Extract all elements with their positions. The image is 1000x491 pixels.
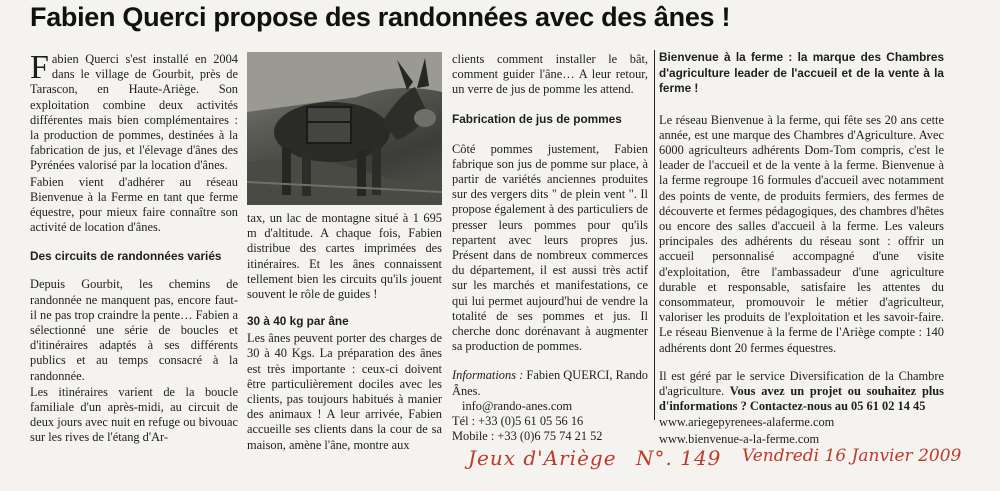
info-name: Fabien QUERCI, Rando Ânes. (452, 368, 648, 398)
paragraph-7: clients comment installer le bât, comment guider l'âne… A leur retour, un verre de jus de pomme les attend. (452, 52, 648, 97)
paragraph-3: Depuis Gourbit, les chemins de randonnée ne manquent pas, encore faut-il ne pas trop craindre la pente… Fabien a sélectionné une série de boucles et d'itinéraires adaptés à ses différents publics et au temps consacré à la randonnée. (30, 277, 238, 383)
subhead-jus: Fabrication de jus de pommes (452, 111, 622, 126)
handwritten-date: Vendredi 16 Janvier 2009 (742, 446, 962, 466)
box-title: Bienvenue à la ferme : la marque des Chambres d'agriculture leader de l'accueil et de la vente à la ferme ! (659, 50, 944, 95)
box-text: Il est géré par le service Diversification de la Chambre d'agriculture. (659, 368, 944, 398)
paragraph-2: Fabien vient d'adhérer au réseau Bienvenue à la Ferme en tant que ferme équestre, pour mieux faire connaître son activité de location d'ânes. (30, 174, 238, 235)
paragraph-5: tax, un lac de montagne situé à 1 695 m d'altitude. A chaque fois, Fabien distribue des cartes imprimées des itinéraires. Et les ânes connaissent tellement bien les circuits qu'ils jouent souvent le rôle de guides ! (247, 211, 442, 302)
donkey-illustration (247, 52, 442, 205)
box-paragraph-2 (659, 369, 944, 415)
paragraph-8: Côté pommes justement, Fabien fabrique son jus de pomme sur place, à partir de variétés anciennes produites sur des vergers dits " de plein vent ". Il propose également à des particuliers de presser leurs pommes pour qu'ils repartent avec leurs propres jus. Présent dans de nombreux commerces du département, il est aussi très actif sur les marchés et manifestations, ce qui lui permet aujourd'hui de vendre la totalité de ses pommes et jus. Il cherche donc dorénavant à augmenter sa production de pommes. (452, 141, 648, 354)
subhead-charge: 30 à 40 kg par âne (247, 314, 349, 329)
column-2 (247, 211, 442, 454)
info-block (452, 368, 648, 444)
phone-number: Tél : +33 (0)5 61 05 56 16 (452, 414, 584, 429)
handwritten-issue: N°. 149 (636, 446, 722, 470)
column-1 (30, 49, 238, 447)
drop-cap: F (30, 49, 49, 86)
column-3 (452, 52, 648, 445)
sidebar-box (659, 50, 944, 448)
subhead-circuits: Des circuits de randonnées variés (30, 249, 222, 264)
article-headline: Fabien Querci propose des randonnées avec des ânes ! (30, 2, 731, 32)
paragraph-4: Les itinéraires varient de la boucle familiale d'un après-midi, au circuit de deux jours avec nuit en refuge ou bivouac sur les rives de l'étang d'Ar- (30, 384, 238, 445)
info-label: Informations : (452, 368, 524, 383)
box-url-1[interactable]: www.ariegepyrenees-alaferme.com (659, 415, 835, 430)
box-call-to-action: Vous avez un projet ou souhaitez plus d'informations ? Contactez-nous au 05 61 02 14 45 (659, 383, 944, 414)
donkey-photo (247, 52, 442, 205)
mobile-number: Mobile : +33 (0)6 75 74 21 52 (452, 429, 603, 444)
box-paragraph-1: Le réseau Bienvenue à la ferme, qui fête ses 20 ans cette année, est une marque des Chambres d'Agriculture. Avec 6000 agriculteurs adhérents Dom-Tom compris, c'est le leader de l'accueil et de la vente à la ferme. Bienvenue à la ferme regroupe 16 formules d'accueil avec notamment des points de vente, de produits fermiers, des fermes de découverte et fermes pédagogiques, des chambres d'hêtes ou encore des salles d'accueil à la ferme. Les valeurs principales des adhérents du réseau sont : offrir un accueil personnalisé accompagné d'une visite d'exploitation, être l'ambassadeur d'une agriculture durable et responsable, satisfaire les attentes du consommateur, promouvoir le métier d'agriculteur, valoriser les produits de l'exploitation et les savoir-faire. Le réseau Bienvenue à la ferme de l'Ariège compte : 140 adhérents dont 20 fermes équestres. (659, 112, 944, 355)
intro-text: abien Querci s'est installé en 2004 dans le village de Gourbit, près de Tarascon, en Haute-Ariège. Son exploitation combine deux activités différentes mais bien complémentaires : la production de pommes, destinées à la fabrication de jus, et l'élevage d'ânes des Pyrénées valorisé par la location d'ânes. (30, 52, 238, 173)
column-divider (654, 50, 655, 420)
paragraph-6: Les ânes peuvent porter des charges de 30 à 40 Kgs. La préparation des ânes est très importante : ceux-ci doivent être particulièrement dociles avec les clients, pas toujours habitués à manier des animaux ! A leur arrivée, Fabien accueille ses clients dans la cour de sa maison, amène l'âne, montre aux (247, 331, 442, 452)
handwritten-source: Jeux d'Ariège (468, 446, 617, 470)
intro-paragraph (30, 49, 238, 174)
box-url-2[interactable]: www.bienvenue-a-la-ferme.com (659, 431, 820, 446)
info-email[interactable]: info@rando-anes.com (462, 398, 573, 413)
